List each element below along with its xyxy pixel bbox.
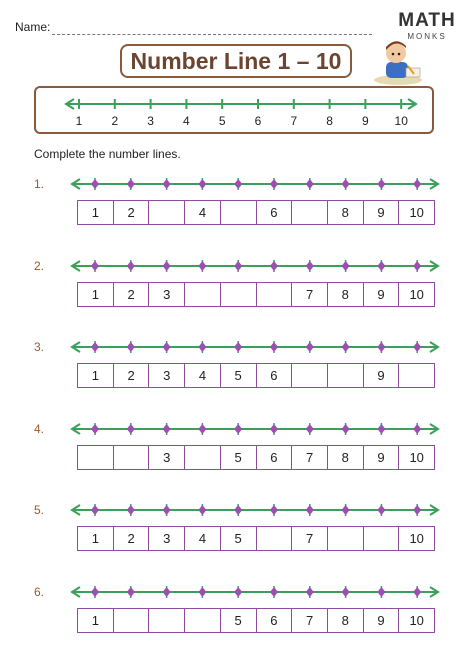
point-marker [377, 261, 385, 271]
answer-box-blank[interactable] [114, 609, 150, 632]
answer-box-filled: 9 [364, 201, 400, 224]
point-marker [270, 505, 278, 515]
point-marker [270, 261, 278, 271]
answer-box-filled: 10 [409, 531, 424, 546]
point-marker [342, 342, 350, 352]
answer-box-filled: 4 [185, 527, 221, 550]
point-marker [127, 505, 135, 515]
answer-box-filled: 5 [221, 527, 257, 550]
point-marker [234, 505, 242, 515]
answer-box-filled: 8 [328, 609, 364, 632]
question-number: 3. [34, 340, 45, 354]
logo-monks: MONKS [407, 32, 447, 41]
answer-box-filled: 1 [78, 527, 114, 550]
question-number: 2. [34, 258, 45, 273]
answer-box-filled: 8 [328, 283, 364, 306]
answer-box-filled: 6 [257, 446, 293, 469]
answer-box-blank[interactable] [221, 283, 257, 306]
point-marker [270, 342, 278, 352]
answer-boxes [77, 200, 435, 225]
number-line [70, 176, 442, 192]
number-line [70, 584, 442, 600]
point-marker [91, 424, 99, 434]
point-marker [306, 424, 314, 434]
point-marker [127, 179, 135, 189]
point-marker [342, 587, 350, 597]
number-line [70, 258, 442, 274]
answer-box-blank[interactable] [292, 364, 328, 387]
point-marker [377, 179, 385, 189]
answer-box-blank[interactable] [257, 283, 293, 306]
answer-box-blank[interactable] [257, 527, 293, 550]
answer-box-filled: 6 [257, 364, 293, 387]
point-marker [198, 587, 206, 597]
answer-box-filled: 5 [221, 446, 257, 469]
answer-box-filled: 5 [221, 364, 257, 387]
answer-box-filled: 7 [292, 609, 328, 632]
point-marker [306, 179, 314, 189]
answer-box-filled: 1 [78, 283, 114, 306]
name-line [52, 34, 372, 35]
reference-tick-label: 6 [254, 114, 262, 128]
point-marker [127, 587, 135, 597]
point-marker [306, 587, 314, 597]
question-number: 1. [34, 177, 45, 191]
answer-box-blank[interactable] [149, 609, 185, 632]
answer-box-filled: 2 [114, 527, 150, 550]
point-marker [234, 587, 242, 597]
answer-boxes [77, 445, 435, 470]
instruction-text: Complete the number lines. [34, 147, 181, 161]
answer-box-filled: 1 [78, 201, 114, 224]
answer-box-filled: 9 [364, 283, 400, 306]
answer-box-filled: 6 [257, 201, 293, 224]
point-marker [127, 261, 135, 271]
point-marker [163, 505, 171, 515]
answer-box-filled: 2 [114, 201, 150, 224]
answer-box-filled: 10 [409, 612, 424, 628]
answer-box-filled: 7 [292, 527, 328, 550]
answer-box-filled: 3 [149, 283, 185, 306]
point-marker [91, 505, 99, 515]
point-marker [377, 424, 385, 434]
answer-box-blank[interactable] [185, 446, 221, 469]
answer-box-blank[interactable] [185, 283, 221, 306]
answer-box-blank[interactable] [399, 364, 434, 387]
answer-box-blank[interactable] [114, 446, 150, 469]
point-marker [306, 261, 314, 271]
answer-box-filled: 2 [114, 283, 150, 306]
answer-box-filled: 9 [364, 609, 400, 632]
question-number: 5. [34, 503, 45, 517]
reference-tick-label: 4 [183, 114, 190, 128]
point-marker [91, 261, 99, 271]
point-marker [198, 424, 206, 434]
answer-box-filled: 1 [78, 364, 114, 387]
point-marker [413, 261, 421, 271]
question-number: 4. [34, 421, 45, 436]
point-marker [270, 179, 278, 189]
point-marker [413, 179, 421, 189]
answer-box-blank[interactable] [292, 201, 328, 224]
answer-box-filled: 4 [185, 201, 221, 224]
point-marker [342, 179, 350, 189]
point-marker [91, 342, 99, 352]
point-marker [127, 424, 135, 434]
reference-tick-label: 5 [218, 114, 226, 128]
reference-tick-label: 1 [75, 114, 83, 128]
answer-box-filled: 6 [257, 609, 293, 632]
point-marker [198, 261, 206, 271]
answer-box-filled: 5 [221, 609, 257, 632]
reference-tick-label: 3 [147, 114, 154, 128]
answer-box-filled: 8 [328, 446, 364, 469]
point-marker [306, 505, 314, 515]
point-marker [163, 179, 171, 189]
point-marker [198, 505, 206, 515]
point-marker [163, 261, 171, 271]
answer-box-filled: 8 [328, 201, 364, 224]
point-marker [342, 505, 350, 515]
reference-tick-label: 7 [290, 114, 298, 128]
answer-box-filled: 10 [409, 205, 424, 220]
point-marker [163, 424, 171, 434]
answer-box-blank[interactable] [78, 446, 114, 469]
point-marker [270, 424, 278, 434]
answer-boxes [77, 526, 435, 551]
reference-tick-label: 2 [111, 114, 119, 128]
answer-boxes [77, 363, 435, 388]
point-marker [163, 587, 171, 597]
number-line [70, 339, 442, 355]
point-marker [377, 342, 385, 352]
student-illustration-icon [370, 38, 426, 86]
answer-box-blank[interactable] [185, 609, 221, 632]
answer-boxes [77, 608, 435, 633]
point-marker [234, 424, 242, 434]
point-marker [413, 587, 421, 597]
point-marker [234, 261, 242, 271]
answer-box-filled: 9 [364, 364, 400, 387]
reference-tick-label: 8 [326, 114, 333, 128]
number-line [70, 502, 442, 518]
point-marker [91, 179, 99, 189]
point-marker [91, 587, 99, 597]
point-marker [342, 261, 350, 271]
point-marker [377, 505, 385, 515]
answer-box-filled: 3 [149, 527, 185, 550]
point-marker [127, 342, 135, 352]
answer-box-filled: 9 [364, 446, 400, 469]
point-marker [413, 342, 421, 352]
reference-number-line [34, 86, 434, 134]
question-number: 6. [34, 584, 45, 599]
point-marker [163, 342, 171, 352]
answer-box-filled: 7 [292, 283, 328, 306]
answer-box-filled: 4 [185, 364, 221, 387]
reference-tick-label: 9 [362, 114, 369, 128]
point-marker [198, 342, 206, 352]
logo-math: MATH [398, 10, 456, 31]
point-marker [234, 179, 242, 189]
page-title: Number Line 1 – 10 [120, 44, 352, 78]
answer-box-blank[interactable] [364, 527, 400, 550]
reference-tick-label: 10 [394, 114, 408, 128]
answer-box-filled: 3 [149, 364, 185, 387]
answer-box-blank[interactable] [221, 201, 257, 224]
answer-boxes [77, 282, 435, 307]
answer-box-blank[interactable] [328, 364, 364, 387]
point-marker [413, 424, 421, 434]
reference-line-graphic [34, 86, 434, 134]
logo [396, 10, 458, 41]
answer-box-filled: 10 [409, 449, 424, 465]
answer-box-filled: 3 [149, 446, 185, 469]
point-marker [198, 179, 206, 189]
answer-box-blank[interactable] [149, 201, 185, 224]
point-marker [306, 342, 314, 352]
point-marker [270, 587, 278, 597]
point-marker [342, 424, 350, 434]
answer-box-filled: 7 [292, 446, 328, 469]
point-marker [377, 587, 385, 597]
name-label: Name: [15, 20, 51, 34]
answer-box-filled: 10 [409, 286, 424, 302]
answer-box-filled: 1 [78, 609, 114, 632]
point-marker [413, 505, 421, 515]
number-line [70, 421, 442, 437]
point-marker [234, 342, 242, 352]
answer-box-blank[interactable] [328, 527, 364, 550]
answer-box-filled: 2 [114, 364, 150, 387]
